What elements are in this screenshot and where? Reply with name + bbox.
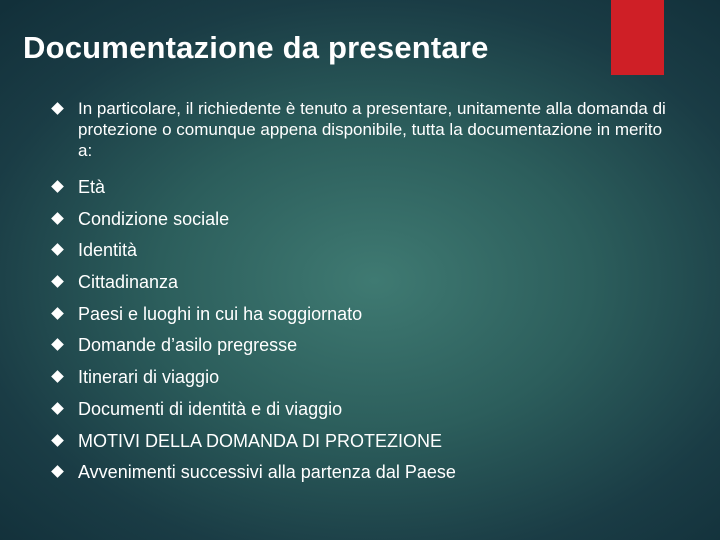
list-item [50,303,680,325]
list-item-text: In particolare, il richiedente è tenuto a presentare, unitamente alla domanda di protezione o comunque appena disponibile, tutta la documentazione in merito a: [78,99,666,160]
diamond-bullet-icon [51,180,64,193]
list-item-text: Condizione sociale [78,208,230,229]
list-item [50,271,680,293]
diamond-bullet-icon [51,465,64,478]
list-item [50,430,680,452]
list-item-text: Itinerari di viaggio [78,367,220,388]
list-item [50,98,680,161]
list-item-text: Documenti di identità e di viaggio [78,398,343,419]
list-item-text: Paesi e luoghi in cui ha soggiornato [78,303,363,324]
list-item [50,334,680,356]
accent-bar [611,0,664,75]
list-item-text: Avvenimenti successivi alla partenza dal Paese [78,462,456,483]
list-item-text: MOTIVI DELLA DOMANDA DI PROTEZIONE [78,430,443,451]
diamond-bullet-icon [51,307,64,320]
diamond-bullet-icon [51,434,64,447]
list-item-text: Età [78,177,106,197]
list-item [50,398,680,420]
list-item [50,239,680,261]
list-item-text: Domande d’asilo pregresse [78,335,298,356]
diamond-bullet-icon [51,102,64,115]
list-item [50,461,680,483]
diamond-bullet-icon [51,402,64,415]
list-item [50,176,680,198]
diamond-bullet-icon [51,212,64,225]
slide-title: Documentazione da presentare [23,30,489,65]
diamond-bullet-icon [51,275,64,288]
diamond-bullet-icon [51,244,64,257]
list-item-text: Identità [78,240,138,261]
list-item-text: Cittadinanza [78,272,179,293]
bullet-list [50,98,680,493]
list-item [50,366,680,388]
list-item [50,208,680,230]
diamond-bullet-icon [51,339,64,352]
diamond-bullet-icon [51,370,64,383]
